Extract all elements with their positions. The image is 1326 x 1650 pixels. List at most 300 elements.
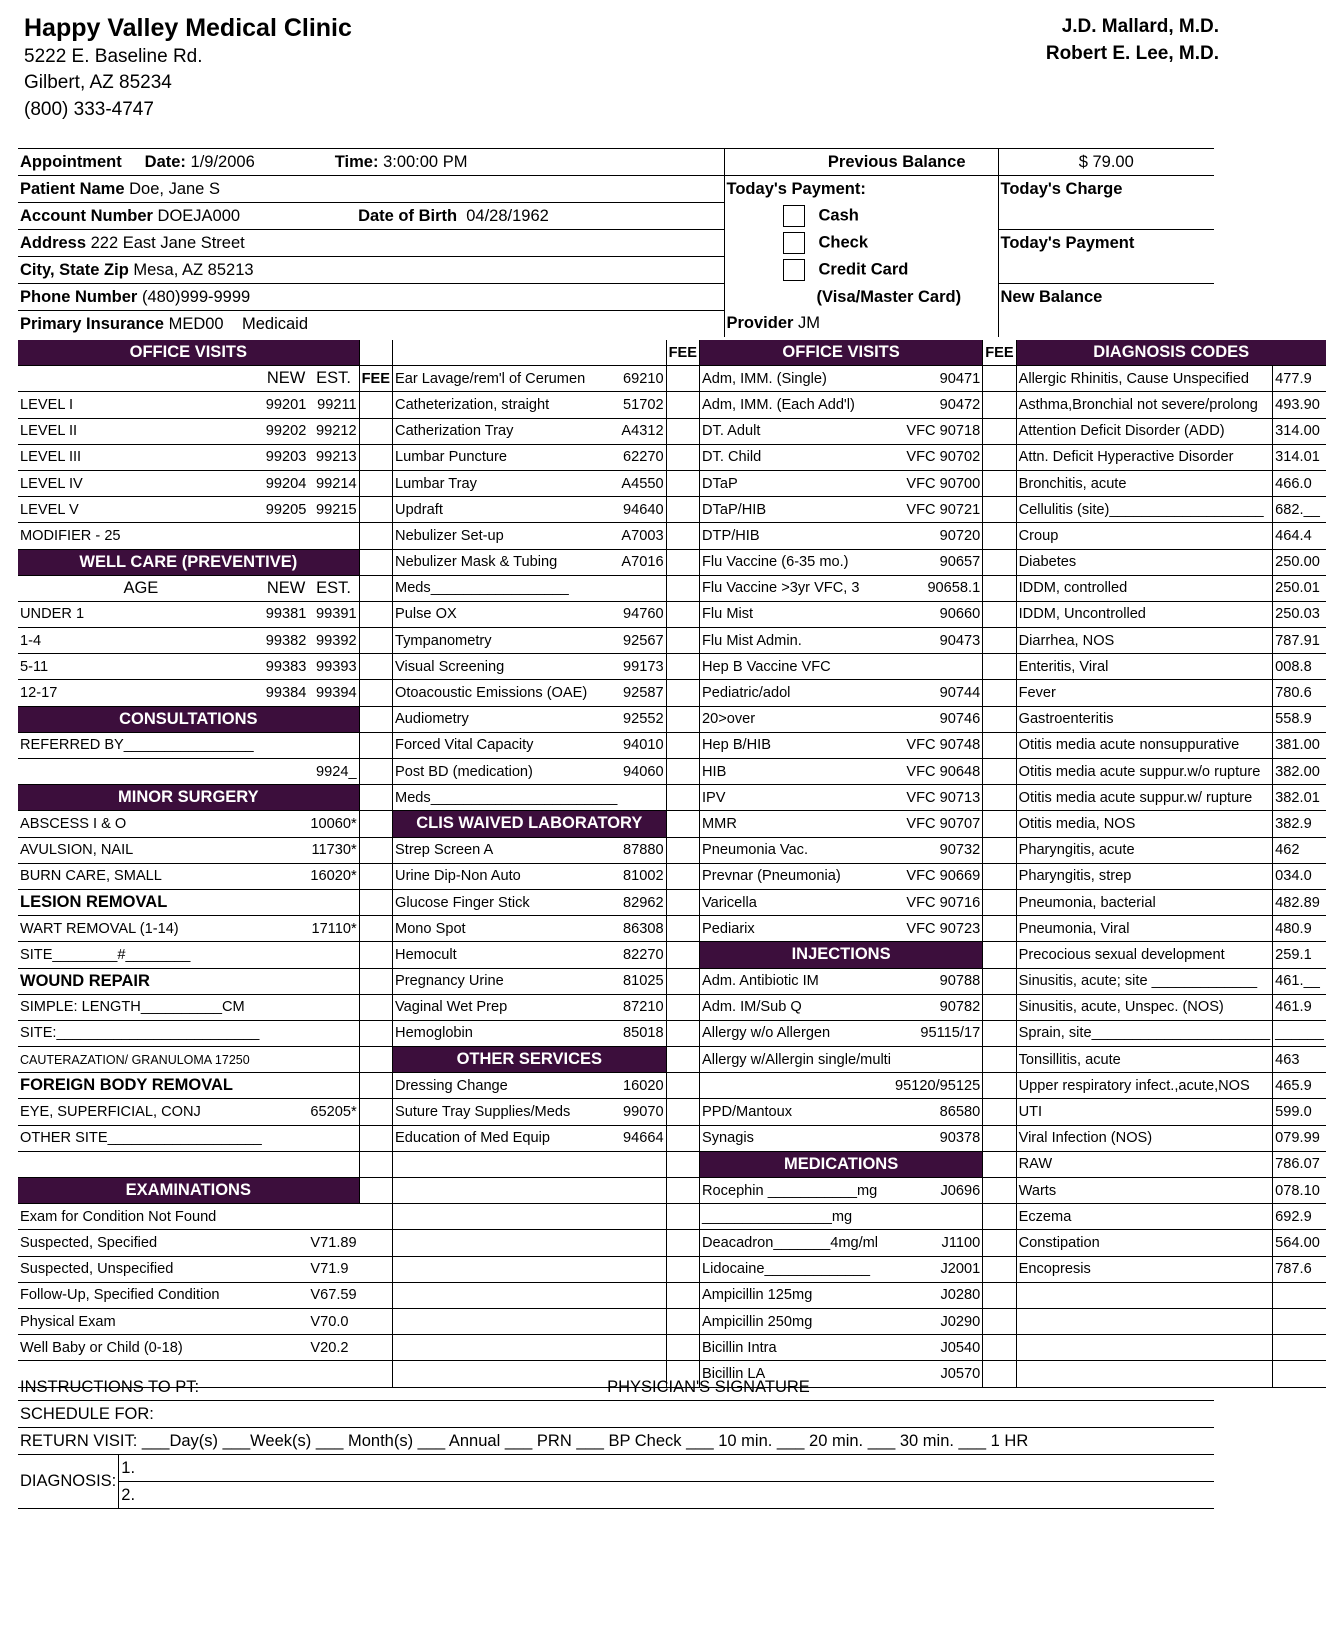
fee-cell[interactable]	[359, 1125, 392, 1151]
column-header: EST.	[308, 575, 359, 601]
procedure-code: J0696	[893, 1178, 983, 1204]
fee-cell[interactable]	[983, 575, 1016, 601]
fee-cell[interactable]	[359, 1047, 392, 1073]
visa-mastercard-label: (Visa/Master Card)	[724, 284, 998, 311]
fee-cell[interactable]	[666, 942, 699, 968]
fee-cell[interactable]	[666, 1099, 699, 1125]
procedure-label: Ear Lavage/rem'l of Cerumen	[393, 366, 620, 392]
diagnosis-line-1[interactable]: 1.	[119, 1455, 1214, 1482]
procedure-code: 94664	[619, 1125, 666, 1151]
code-new	[264, 1020, 309, 1046]
fee-cell[interactable]	[983, 811, 1016, 837]
fee-cell[interactable]	[666, 1178, 699, 1204]
grid-row	[18, 916, 1326, 942]
exam-code: V67.59	[308, 1282, 359, 1308]
diagnosis-code: 381.00	[1273, 732, 1326, 758]
fee-cell[interactable]	[666, 1073, 699, 1099]
grid-row	[18, 1178, 1326, 1204]
grid-row	[18, 601, 1326, 627]
procedure-label: REFERRED BY________________	[18, 732, 264, 758]
procedure-label: DT. Child	[700, 444, 893, 470]
todays-payment-label: Today's Payment:	[724, 176, 998, 203]
fee-cell[interactable]	[359, 863, 392, 889]
blank-cell	[359, 1282, 392, 1308]
diagnosis-code: 477.9	[1273, 366, 1326, 392]
diagnosis-code	[1273, 1282, 1326, 1308]
procedure-label: Meds_______________________	[393, 785, 620, 811]
grid-row	[18, 837, 1326, 863]
code-new: 99203	[264, 444, 309, 470]
diagnosis-label: DIAGNOSIS:	[18, 1455, 119, 1509]
diagnosis-label	[1016, 1282, 1273, 1308]
fee-cell[interactable]	[359, 392, 392, 418]
procedure-code	[893, 654, 983, 680]
diagnosis-label: Pharyngitis, acute	[1016, 837, 1273, 863]
diagnosis-code: 465.9	[1273, 1073, 1326, 1099]
procedure-label: Otoacoustic Emissions (OAE)	[393, 680, 620, 706]
diagnosis-label	[1016, 1308, 1273, 1334]
code-new: 99382	[264, 628, 309, 654]
fee-cell[interactable]	[983, 1020, 1016, 1046]
fee-cell[interactable]	[666, 1256, 699, 1282]
diagnosis-code: 250.03	[1273, 601, 1326, 627]
fee-cell[interactable]	[666, 837, 699, 863]
diagnosis-label: Fever	[1016, 680, 1273, 706]
procedure-label: LEVEL II	[18, 418, 264, 444]
diagnosis-code: 786.07	[1273, 1151, 1326, 1177]
fee-cell[interactable]	[359, 418, 392, 444]
fee-cell[interactable]	[983, 392, 1016, 418]
procedure-label	[393, 1256, 620, 1282]
instructions-table	[18, 1374, 1214, 1509]
fee-cell[interactable]	[666, 706, 699, 732]
procedure-label: Pneumonia Vac.	[700, 837, 893, 863]
fee-cell[interactable]	[359, 942, 392, 968]
grid-row	[18, 575, 1326, 601]
return-visit-line: RETURN VISIT: ___Day(s) ___Week(s) ___ Month(s) ___ Annual ___ PRN ___ BP Check ___ 10 min. ___ 20 min. ___ 30 min. ___ 1 HR	[18, 1428, 1214, 1455]
diagnosis-label: UTI	[1016, 1099, 1273, 1125]
fee-cell[interactable]	[983, 523, 1016, 549]
procedure-label	[393, 1282, 620, 1308]
diagnosis-code: 461.__	[1273, 968, 1326, 994]
fee-cell[interactable]	[666, 1204, 699, 1230]
procedure-code: 90472	[893, 392, 983, 418]
procedure-label: Ampicillin 125mg	[700, 1282, 893, 1308]
procedure-label: Updraft	[393, 497, 620, 523]
fee-cell[interactable]	[666, 470, 699, 496]
fee-cell[interactable]	[666, 811, 699, 837]
grid-row	[18, 889, 1326, 915]
doctor-1: J.D. Mallard, M.D.	[1061, 16, 1219, 37]
diagnosis-code: 250.00	[1273, 549, 1326, 575]
fee-cell[interactable]	[983, 601, 1016, 627]
procedure-code: 95120/95125	[893, 1073, 983, 1099]
diagnosis-code	[1273, 1335, 1326, 1361]
procedure-code: 69210	[619, 366, 666, 392]
procedure-label: WART REMOVAL (1-14)	[18, 916, 264, 942]
diagnosis-code: 787.6	[1273, 1256, 1326, 1282]
procedure-label: Forced Vital Capacity	[393, 732, 620, 758]
fee-cell[interactable]	[983, 759, 1016, 785]
code-est	[308, 732, 359, 758]
provider-label: Provider	[726, 314, 794, 333]
procedure-label	[393, 1308, 620, 1334]
fee-cell[interactable]	[359, 837, 392, 863]
procedure-label: Allergy w/Allergin single/multi	[700, 1047, 893, 1073]
grid-row	[18, 759, 1326, 785]
fee-cell[interactable]	[983, 1073, 1016, 1099]
fee-cell[interactable]	[359, 497, 392, 523]
fee-cell[interactable]	[359, 1099, 392, 1125]
diagnosis-code: 564.00	[1273, 1230, 1326, 1256]
fee-cell[interactable]	[359, 916, 392, 942]
appointment-time: 3:00:00 PM	[383, 152, 468, 171]
fee-cell[interactable]	[983, 889, 1016, 915]
diagnosis-code: 463	[1273, 1047, 1326, 1073]
fee-cell[interactable]	[666, 785, 699, 811]
exam-code: V70.0	[308, 1308, 359, 1334]
doctor-2: Robert E. Lee, M.D.	[1045, 43, 1219, 64]
exam-label: Follow-Up, Specified Condition	[18, 1282, 308, 1308]
fee-cell[interactable]	[983, 628, 1016, 654]
procedure-code: 90471	[893, 366, 983, 392]
procedure-label: OTHER SITE___________________	[18, 1125, 264, 1151]
fee-cell[interactable]	[666, 863, 699, 889]
fee-cell[interactable]	[983, 1178, 1016, 1204]
fee-cell[interactable]	[983, 470, 1016, 496]
section-header: INJECTIONS	[700, 942, 983, 968]
procedure-code: VFC 90721	[893, 497, 983, 523]
fee-cell[interactable]	[666, 1151, 699, 1177]
diagnosis-label: Cellulitis (site)___________________	[1016, 497, 1273, 523]
diagnosis-label: Eczema	[1016, 1204, 1273, 1230]
fee-cell[interactable]	[359, 680, 392, 706]
grid-row	[18, 785, 1326, 811]
fee-cell[interactable]	[666, 680, 699, 706]
procedure-label: Adm, IMM. (Single)	[700, 366, 893, 392]
fee-cell[interactable]	[983, 732, 1016, 758]
fee-cell[interactable]	[666, 601, 699, 627]
fee-cell[interactable]	[359, 994, 392, 1020]
diagnosis-code: 464.4	[1273, 523, 1326, 549]
patient-name: Doe, Jane S	[129, 179, 220, 198]
procedure-label: 1-4	[18, 628, 264, 654]
procedure-label: Education of Med Equip	[393, 1125, 620, 1151]
fee-cell[interactable]	[359, 601, 392, 627]
previous-balance: $ 79.00	[998, 149, 1214, 176]
section-header: MEDICATIONS	[700, 1151, 983, 1177]
fee-cell[interactable]	[666, 1047, 699, 1073]
procedure-label	[18, 759, 264, 785]
grid-row	[18, 1335, 1326, 1361]
fee-cell[interactable]	[359, 811, 392, 837]
fee-cell[interactable]	[666, 654, 699, 680]
fee-cell[interactable]	[359, 1151, 392, 1177]
diagnosis-label: Warts	[1016, 1178, 1273, 1204]
procedure-code	[619, 1151, 666, 1177]
code-new	[264, 916, 309, 942]
insurance-code: MED00	[168, 314, 224, 333]
blank-cell	[359, 1230, 392, 1256]
diagnosis-line-2[interactable]: 2.	[119, 1482, 1214, 1509]
procedure-code: 92587	[619, 680, 666, 706]
exam-code: V20.2	[308, 1335, 359, 1361]
diagnosis-label: Attn. Deficit Hyperactive Disorder	[1016, 444, 1273, 470]
grid-row	[18, 706, 1326, 732]
diagnosis-label: Sinusitis, acute; site _____________	[1016, 968, 1273, 994]
diagnosis-label: Encopresis	[1016, 1256, 1273, 1282]
fee-cell[interactable]	[983, 444, 1016, 470]
diagnosis-code: 787.91	[1273, 628, 1326, 654]
fee-cell[interactable]	[983, 1151, 1016, 1177]
grid-row	[18, 1151, 1326, 1177]
diagnosis-label: Tonsillitis, acute	[1016, 1047, 1273, 1073]
fee-cell[interactable]	[666, 968, 699, 994]
fee-cell[interactable]	[359, 549, 392, 575]
fee-cell[interactable]	[983, 1099, 1016, 1125]
procedure-code: 92552	[619, 706, 666, 732]
cash-checkbox[interactable]	[783, 205, 805, 227]
clinic-phone: (800) 333-4747	[24, 99, 154, 120]
procedure-label: Suture Tray Supplies/Meds	[393, 1099, 620, 1125]
fee-cell[interactable]	[359, 1020, 392, 1046]
fee-cell[interactable]	[983, 916, 1016, 942]
fee-cell[interactable]	[359, 523, 392, 549]
credit-card-checkbox[interactable]	[783, 259, 805, 281]
fee-cell[interactable]	[983, 785, 1016, 811]
procedure-label: BURN CARE, SMALL	[18, 863, 264, 889]
procedure-label: Tympanometry	[393, 628, 620, 654]
procedure-code: VFC 90748	[893, 732, 983, 758]
procedure-code: 92567	[619, 628, 666, 654]
procedure-label: Post BD (medication)	[393, 759, 620, 785]
fee-cell[interactable]	[359, 706, 392, 732]
procedure-label: DT. Adult	[700, 418, 893, 444]
fee-cell[interactable]	[983, 968, 1016, 994]
diagnosis-label: Pneumonia, Viral	[1016, 916, 1273, 942]
fee-cell[interactable]	[666, 575, 699, 601]
procedure-label: Meds_________________	[393, 575, 620, 601]
grid-row	[18, 1230, 1326, 1256]
procedure-code: 82962	[619, 889, 666, 915]
code-new	[264, 837, 309, 863]
section-header: WELL CARE (PREVENTIVE)	[18, 549, 359, 575]
code-new: 99201	[264, 392, 309, 418]
procedure-label: Vaginal Wet Prep	[393, 994, 620, 1020]
fee-cell[interactable]	[359, 575, 392, 601]
grid-row	[18, 1125, 1326, 1151]
fee-cell[interactable]	[359, 968, 392, 994]
procedure-label: Lumbar Puncture	[393, 444, 620, 470]
procedure-code: 81002	[619, 863, 666, 889]
check-checkbox[interactable]	[783, 232, 805, 254]
fee-cell[interactable]	[983, 654, 1016, 680]
check-label: Check	[818, 233, 869, 252]
diagnosis-label: Viral Infection (NOS)	[1016, 1125, 1273, 1151]
procedure-label: HIB	[700, 759, 893, 785]
fee-cell[interactable]	[359, 470, 392, 496]
procedure-label: 20>over	[700, 706, 893, 732]
code-est: 99211	[308, 392, 359, 418]
fee-cell[interactable]	[666, 1230, 699, 1256]
fee-cell[interactable]	[983, 497, 1016, 523]
procedure-code: J0290	[893, 1308, 983, 1334]
fee-cell[interactable]	[359, 732, 392, 758]
diagnosis-label: Enteritis, Viral	[1016, 654, 1273, 680]
diagnosis-code: 382.01	[1273, 785, 1326, 811]
fee-cell[interactable]	[666, 418, 699, 444]
procedure-label: Varicella	[700, 889, 893, 915]
procedure-code: 90732	[893, 837, 983, 863]
fee-cell[interactable]	[666, 1125, 699, 1151]
fee-cell[interactable]	[983, 1204, 1016, 1230]
new-balance-label: New Balance	[998, 284, 1214, 338]
grid-row	[18, 340, 1326, 366]
grid-row	[18, 994, 1326, 1020]
exam-label: Suspected, Specified	[18, 1230, 308, 1256]
fee-cell[interactable]	[983, 1308, 1016, 1334]
code-est: 9924_	[308, 759, 359, 785]
fee-cell[interactable]	[666, 1020, 699, 1046]
code-est: 99393	[308, 654, 359, 680]
section-header: MINOR SURGERY	[18, 785, 359, 811]
column-header: EST.	[308, 366, 359, 392]
diagnosis-label: IDDM, controlled	[1016, 575, 1273, 601]
procedure-label: LEVEL III	[18, 444, 264, 470]
fee-cell[interactable]	[983, 1230, 1016, 1256]
diagnosis-label: Constipation	[1016, 1230, 1273, 1256]
procedure-code: 90720	[893, 523, 983, 549]
patient-name-label: Patient Name	[20, 179, 125, 198]
code-est: 99392	[308, 628, 359, 654]
section-header: OTHER SERVICES	[393, 1047, 667, 1073]
grid-row	[18, 811, 1326, 837]
grid-row	[18, 366, 1326, 392]
procedure-label: Hep B Vaccine VFC	[700, 654, 893, 680]
fee-cell[interactable]	[983, 680, 1016, 706]
procedure-label: Rocephin ___________mg	[700, 1178, 893, 1204]
fee-cell[interactable]	[983, 1047, 1016, 1073]
fee-cell[interactable]	[983, 418, 1016, 444]
code-est	[308, 1125, 359, 1151]
diagnosis-code: 078.10	[1273, 1178, 1326, 1204]
fee-cell[interactable]	[666, 1335, 699, 1361]
code-est: 16020*	[308, 863, 359, 889]
procedure-code: 90782	[893, 994, 983, 1020]
procedure-code: 94640	[619, 497, 666, 523]
section-header: OFFICE VISITS	[18, 340, 359, 366]
procedure-code	[619, 1204, 666, 1230]
previous-balance-label: Previous Balance	[724, 149, 998, 176]
fee-cell[interactable]	[983, 942, 1016, 968]
fee-cell[interactable]	[983, 366, 1016, 392]
fee-cell[interactable]	[983, 1282, 1016, 1308]
fee-cell[interactable]	[666, 366, 699, 392]
fee-cell[interactable]	[666, 759, 699, 785]
diagnosis-code: 692.9	[1273, 1204, 1326, 1230]
fee-cell[interactable]	[983, 1125, 1016, 1151]
procedure-code: A7003	[619, 523, 666, 549]
fee-cell[interactable]	[983, 1256, 1016, 1282]
fee-cell[interactable]	[983, 837, 1016, 863]
code-new	[264, 1151, 309, 1177]
procedure-label: MMR	[700, 811, 893, 837]
fee-cell[interactable]	[666, 994, 699, 1020]
grid-row	[18, 444, 1326, 470]
procedure-label	[18, 1151, 264, 1177]
procedure-label: Deacadron_______4mg/ml	[700, 1230, 893, 1256]
patient-city: Mesa, AZ 85213	[133, 260, 254, 279]
procedure-label	[393, 1151, 620, 1177]
fee-cell[interactable]	[359, 628, 392, 654]
fee-cell[interactable]	[359, 654, 392, 680]
grid-row	[18, 1099, 1326, 1125]
procedure-label	[393, 1204, 620, 1230]
fee-cell[interactable]	[359, 1178, 392, 1204]
procedure-label: DTaP	[700, 470, 893, 496]
code-est: 99391	[308, 601, 359, 627]
fee-cell[interactable]	[359, 444, 392, 470]
fee-cell[interactable]	[983, 549, 1016, 575]
fee-cell[interactable]	[666, 1282, 699, 1308]
fee-cell[interactable]	[359, 340, 392, 366]
code-est	[308, 1020, 359, 1046]
fee-cell[interactable]	[983, 994, 1016, 1020]
fee-cell[interactable]	[359, 1073, 392, 1099]
procedure-label: Adm. Antibiotic IM	[700, 968, 893, 994]
fee-cell[interactable]	[666, 549, 699, 575]
fee-cell[interactable]	[666, 444, 699, 470]
diagnosis-label: Otitis media acute suppur.w/ rupture	[1016, 785, 1273, 811]
fee-cell[interactable]	[983, 1335, 1016, 1361]
procedure-code: J0540	[893, 1335, 983, 1361]
diagnosis-label: Croup	[1016, 523, 1273, 549]
fee-cell[interactable]	[359, 889, 392, 915]
diagnosis-code	[1273, 1361, 1326, 1387]
fee-cell[interactable]	[666, 916, 699, 942]
diagnosis-label	[1016, 1335, 1273, 1361]
fee-cell[interactable]	[983, 863, 1016, 889]
fee-cell[interactable]	[666, 523, 699, 549]
procedure-label: Ampicillin 250mg	[700, 1308, 893, 1334]
fee-cell[interactable]	[666, 889, 699, 915]
fee-cell[interactable]	[983, 706, 1016, 732]
diagnosis-label: Precocious sexual development	[1016, 942, 1273, 968]
fee-cell[interactable]	[666, 628, 699, 654]
procedure-code: 94760	[619, 601, 666, 627]
fee-cell[interactable]	[359, 785, 392, 811]
code-est	[308, 994, 359, 1020]
fee-cell[interactable]	[359, 759, 392, 785]
diagnosis-label: Bronchitis, acute	[1016, 470, 1273, 496]
procedure-label: SIMPLE: LENGTH__________CM	[18, 994, 264, 1020]
fee-cell[interactable]	[666, 497, 699, 523]
clinic-address-line2: Gilbert, AZ 85234	[24, 72, 172, 93]
procedure-label: Catherization Tray	[393, 418, 620, 444]
section-header: OFFICE VISITS	[700, 340, 983, 366]
procedure-code: 86308	[619, 916, 666, 942]
procedure-code: 16020	[619, 1073, 666, 1099]
fee-cell[interactable]	[666, 1308, 699, 1334]
fee-cell[interactable]	[666, 732, 699, 758]
insurance-label: Primary Insurance	[20, 314, 164, 333]
procedure-code: 81025	[619, 968, 666, 994]
fee-cell[interactable]	[666, 392, 699, 418]
fee-header: FEE	[359, 366, 392, 392]
diagnosis-code: ______	[1273, 1020, 1326, 1046]
exam-label: Suspected, Unspecified	[18, 1256, 308, 1282]
provider: JM	[798, 314, 821, 333]
